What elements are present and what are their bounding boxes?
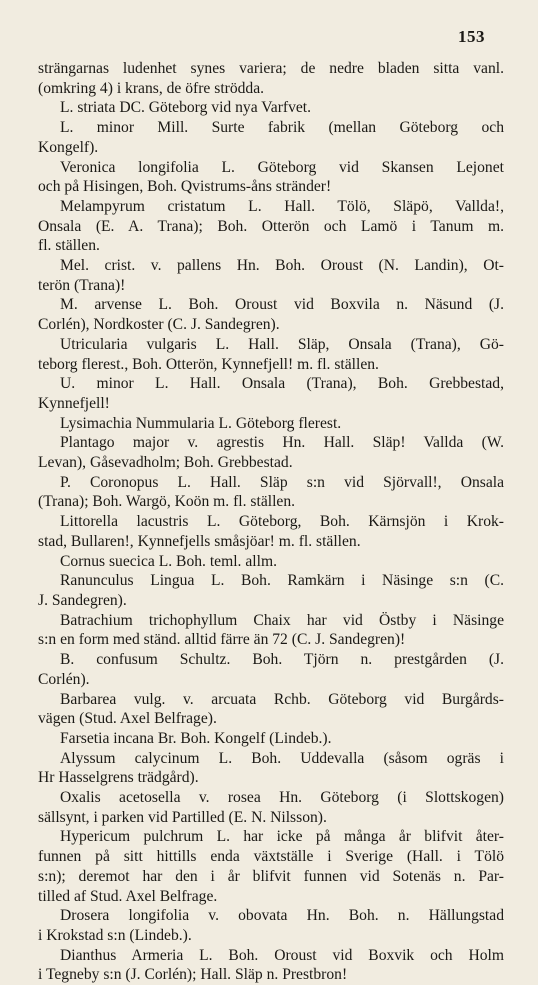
text-line: J. Sandegren). xyxy=(38,591,127,609)
text-line: Littorella lacustris L. Göteborg, Boh. Kärnsjön i Krok- xyxy=(60,513,504,531)
text-line: B. confusum Schultz. Boh. Tjörn n. prestgården (J. xyxy=(60,651,504,669)
text-line: Drosera longifolia v. obovata Hn. Boh. n. Hällungstad xyxy=(60,907,504,925)
text-line: L. minor Mill. Surte fabrik (mellan Göteborg och xyxy=(60,119,504,137)
text-line: terön (Trana)! xyxy=(38,276,126,294)
text-line: (Trana); Boh. Wargö, Koön m. fl. ställen. xyxy=(38,493,296,511)
text-line: Corlén), Nordkoster (C. J. Sandegren). xyxy=(38,316,280,334)
text-line: sällsynt, i parken vid Partilled (E. N. Nilsson). xyxy=(38,808,327,826)
text-line: Mel. crist. v. pallens Hn. Boh. Oroust (N. Landin), Ot- xyxy=(60,257,504,275)
text-line: s:n); deremot har den i år blifvit funnen vid Sotenäs n. Par- xyxy=(38,867,504,885)
text-line: Onsala (E. A. Trana); Boh. Otterön och Lamö i Tanum m. xyxy=(38,217,504,235)
text-line: funnen på sitt hittills enda växtställe i Sverige (Hall. i Tölö xyxy=(38,848,504,866)
text-line: Hypericum pulchrum L. har icke på många år blifvit åter- xyxy=(60,828,504,846)
text-line: Ranunculus Lingua L. Boh. Ramkärn i Näsinge s:n (C. xyxy=(60,572,504,590)
text-line: Batrachium trichophyllum Chaix har vid Östby i Näsinge xyxy=(60,611,504,629)
text-line: fl. ställen. xyxy=(38,237,100,255)
text-line: Kynnefjell! xyxy=(38,394,110,412)
body-text xyxy=(38,59,504,985)
text-line: Veronica longifolia L. Göteborg vid Skansen Lejonet xyxy=(60,158,504,176)
text-line: P. Coronopus L. Hall. Släp s:n vid Sjörvall!, Onsala xyxy=(60,473,504,491)
text-line: Utricularia vulgaris L. Hall. Släp, Onsala (Trana), Gö- xyxy=(60,335,504,353)
text-line: L. striata DC. Göteborg vid nya Varfvet. xyxy=(60,99,312,117)
text-line: Hr Hasselgrens trädgård). xyxy=(38,769,199,787)
text-line: Cornus suecica L. Boh. teml. allm. xyxy=(60,552,277,570)
text-line: i Krokstad s:n (Lindeb.). xyxy=(38,926,192,944)
text-line: Corlén). xyxy=(38,670,90,688)
text-line: och på Hisingen, Boh. Qvistrums-åns stränder! xyxy=(38,178,332,196)
text-line: U. minor L. Hall. Onsala (Trana), Boh. Grebbestad, xyxy=(60,375,504,393)
text-line: s:n en form med ständ. alltid färre än 72 (C. J. Sandegren)! xyxy=(38,631,406,649)
text-line: Alyssum calycinum L. Boh. Uddevalla (såsom ogräs i xyxy=(60,749,504,767)
text-line: (omkring 4) i krans, de öfre strödda. xyxy=(38,79,265,97)
text-line: Plantago major v. agrestis Hn. Hall. Släp! Vallda (W. xyxy=(60,434,504,452)
text-line: Kongelf). xyxy=(38,138,99,156)
text-line: Farsetia incana Br. Boh. Kongelf (Lindeb.). xyxy=(60,729,332,747)
text-line: vägen (Stud. Axel Belfrage). xyxy=(38,710,217,728)
text-line: Barbarea vulg. v. arcuata Rchb. Göteborg vid Burgårds- xyxy=(60,690,504,708)
text-line: Melampyrum cristatum L. Hall. Tölö, Släpö, Vallda!, xyxy=(60,197,504,215)
text-line: stad, Bullaren!, Kynnefjells småsjöar! m. fl. ställen. xyxy=(38,532,361,550)
text-line: teborg flerest., Boh. Otterön, Kynnefjell! m. fl. ställen. xyxy=(38,355,379,373)
text-line: M. arvense L. Boh. Oroust vid Boxvila n. Näsund (J. xyxy=(60,296,504,314)
text-line: Dianthus Armeria L. Boh. Oroust vid Boxvik och Holm xyxy=(60,946,504,964)
text-line: Levan), Gåsevadholm; Boh. Grebbestad. xyxy=(38,454,293,472)
text-line: Oxalis acetosella v. rosea Hn. Göteborg (i Slottskogen) xyxy=(60,789,504,807)
text-line: i Tegneby s:n (J. Corlén); Hall. Släp n. Prestbron! xyxy=(38,966,348,984)
text-line: Lysimachia Nummularia L. Göteborg flerest. xyxy=(60,414,342,432)
text-line: strängarnas ludenhet synes variera; de nedre bladen sitta vanl. xyxy=(38,60,504,77)
text-line: tilled af Stud. Axel Belfrage. xyxy=(38,887,218,905)
page-number: 153 xyxy=(458,27,485,46)
